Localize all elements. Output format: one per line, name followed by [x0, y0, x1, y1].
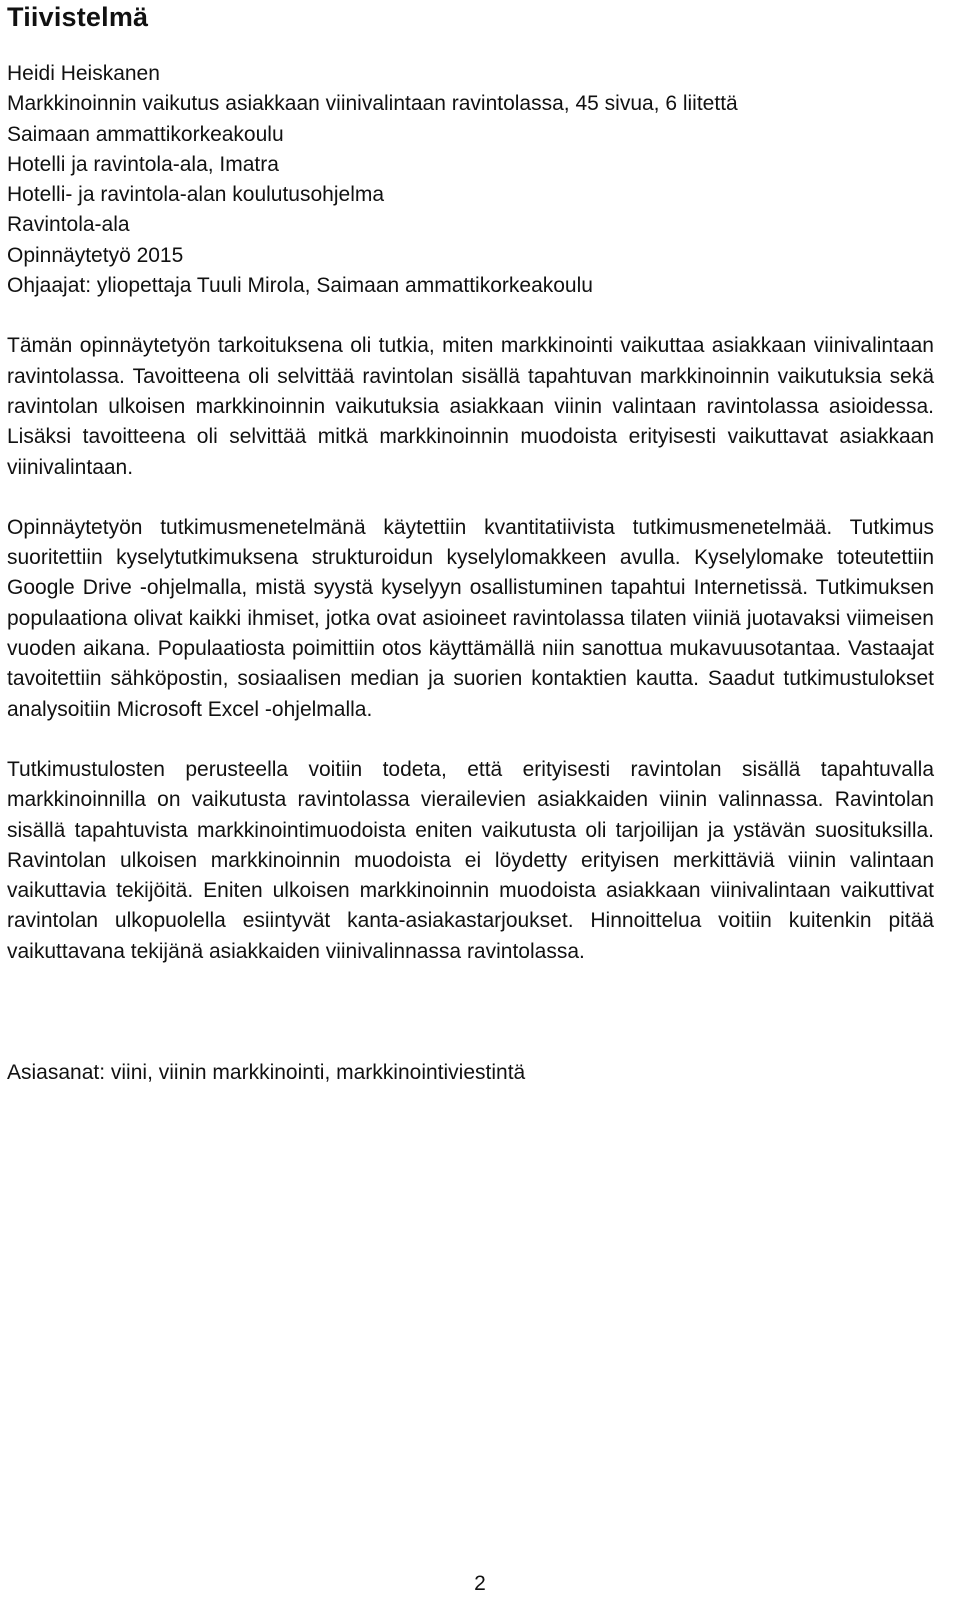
thesis-title: Markkinoinnin vaikutus asiakkaan viinivalintaan ravintolassa, 45 sivua, 6 liitettä	[7, 92, 738, 116]
thesis-metadata	[7, 59, 934, 301]
specialisation: Ravintola-ala	[7, 213, 130, 237]
document-page	[7, 0, 934, 1088]
keywords: Asiasanat: viini, viinin markkinointi, markkinointiviestintä	[7, 1061, 526, 1085]
page-number-value: 2	[474, 1572, 486, 1595]
thesis-year: Opinnäytetyö 2015	[7, 243, 184, 267]
abstract-paragraph-method: Opinnäytetyön tutkimusmenetelmänä käytettiin kvantitatiivista tutkimusmenetelmää. Tutkimus suoritettiin kyselytutkimuksena strukturoidun kyselylomakkeen avulla. Kyselylomake toteutettiin Google Drive -ohjelmalla, mistä syystä kyselyyn osallistuminen tapahtui Internetissä. Tutkimuksen populaationa olivat kaikki ihmiset, jotka ovat asioineet ravintolassa tilaten viiniä juotavaksi viimeisen vuoden aikana. Populaatiosta poimittiin otos käyttämällä niin sanottua mukavuusotantaa. Vastaajat tavoitettiin sähköpostin, sosiaalisen median ja suorien kontaktien kautta. Saadut tutkimustulokset analysoitiin Microsoft Excel -ohjelmalla.	[7, 515, 934, 721]
page-title: Tiivistelmä	[7, 2, 149, 32]
degree-programme: Hotelli- ja ravintola-alan koulutusohjelma	[7, 183, 385, 207]
author-name: Heidi Heiskanen	[7, 62, 160, 85]
supervisors: Ohjaajat: yliopettaja Tuuli Mirola, Saimaan ammattikorkeakoulu	[7, 274, 593, 298]
abstract-paragraph-results: Tutkimustulosten perusteella voitiin todeta, että erityisesti ravintolan sisällä tapahtuvalla markkinoinnilla on vaikutusta ravintolassa vierailevien asiakkaiden viinin valinnassa. Ravintolan sisällä tapahtuvista markkinointimuodoista eniten vaikutusta oli tarjoilijan ja ystävän suosituksilla. Ravintolan ulkoisen markkinoinnin muodoista ei löydetty erityisen merkittäviä viinin valintaan vaikuttavia tekijöitä. Eniten ulkoisen markkinoinnin muodoista asiakkaan viinivalintaan vaikuttivat ravintolan ulkopuolella esiintyvät kanta-asiakastarjoukset. Hinnoittelua voitiin kuitenkin pitää vaikuttavana tekijänä asiakkaiden viinivalinnassa ravintolassa.	[7, 757, 934, 963]
unit-location: Hotelli ja ravintola-ala, Imatra	[7, 152, 279, 176]
abstract-paragraph-aim: Tämän opinnäytetyön tarkoituksena oli tutkia, miten markkinointi vaikuttaa asiakkaan viinivalintaan ravintolassa. Tavoitteena oli selvittää ravintolan sisällä tapahtuvan markkinoinnin vaikutuksia sekä ravintolan ulkoisen markkinoinnin vaikutuksia asiakkaan viinin valintaan ravintolassa asioidessa. Lisäksi tavoitteena oli selvittää mitkä markkinoinnin muodoista erityisesti vaikuttavat asiakkaan viinivalintaan.	[7, 334, 934, 479]
page-number	[0, 1571, 960, 1597]
institution: Saimaan ammattikorkeakoulu	[7, 122, 284, 146]
